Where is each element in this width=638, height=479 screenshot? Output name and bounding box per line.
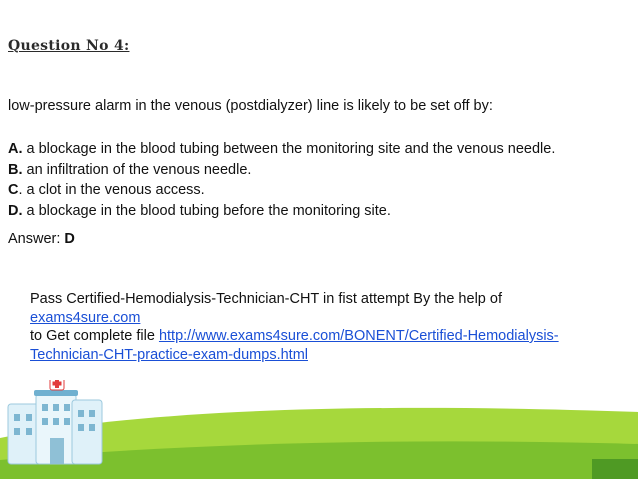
footer-decoration [0,380,638,479]
option-key: C [8,182,19,198]
options-list [8,139,633,221]
corner-block [592,459,638,479]
hospital-icon [8,380,102,464]
option-d [8,201,633,222]
option-a [8,139,633,160]
promo-block [30,290,590,364]
answer [8,231,75,247]
option-text: an infiltration of the venous needle. [22,161,252,178]
option-key: B. [8,161,23,178]
option-text: . a clot in the venous access. [18,182,205,198]
answer-value: D [64,231,75,247]
question-text: low-pressure alarm in the venous (postdialyzer) line is likely to be set off by: [8,98,493,114]
promo-line: to Get complete file [30,328,155,344]
option-key: D. [8,202,23,219]
question-heading: Question No 4: [8,38,130,54]
option-c [8,180,633,201]
promo-line: Pass Certified-Hemodialysis-Technician-CHT in fist attempt By the help of [30,291,502,307]
option-text: a blockage in the blood tubing between the monitoring site and the venous needle. [22,141,556,157]
exams4sure-link[interactable]: exams4sure.com [30,309,141,326]
option-text: a blockage in the blood tubing before the monitoring site. [22,202,391,219]
answer-label: Answer: [8,231,61,247]
download-link[interactable]: http://www.exams4sure.com/BONENT/Certified-Hemodialysis-Technician-CHT-practice-exam-dumps.html [30,328,559,363]
option-b [8,160,633,181]
option-key: A. [8,141,23,157]
